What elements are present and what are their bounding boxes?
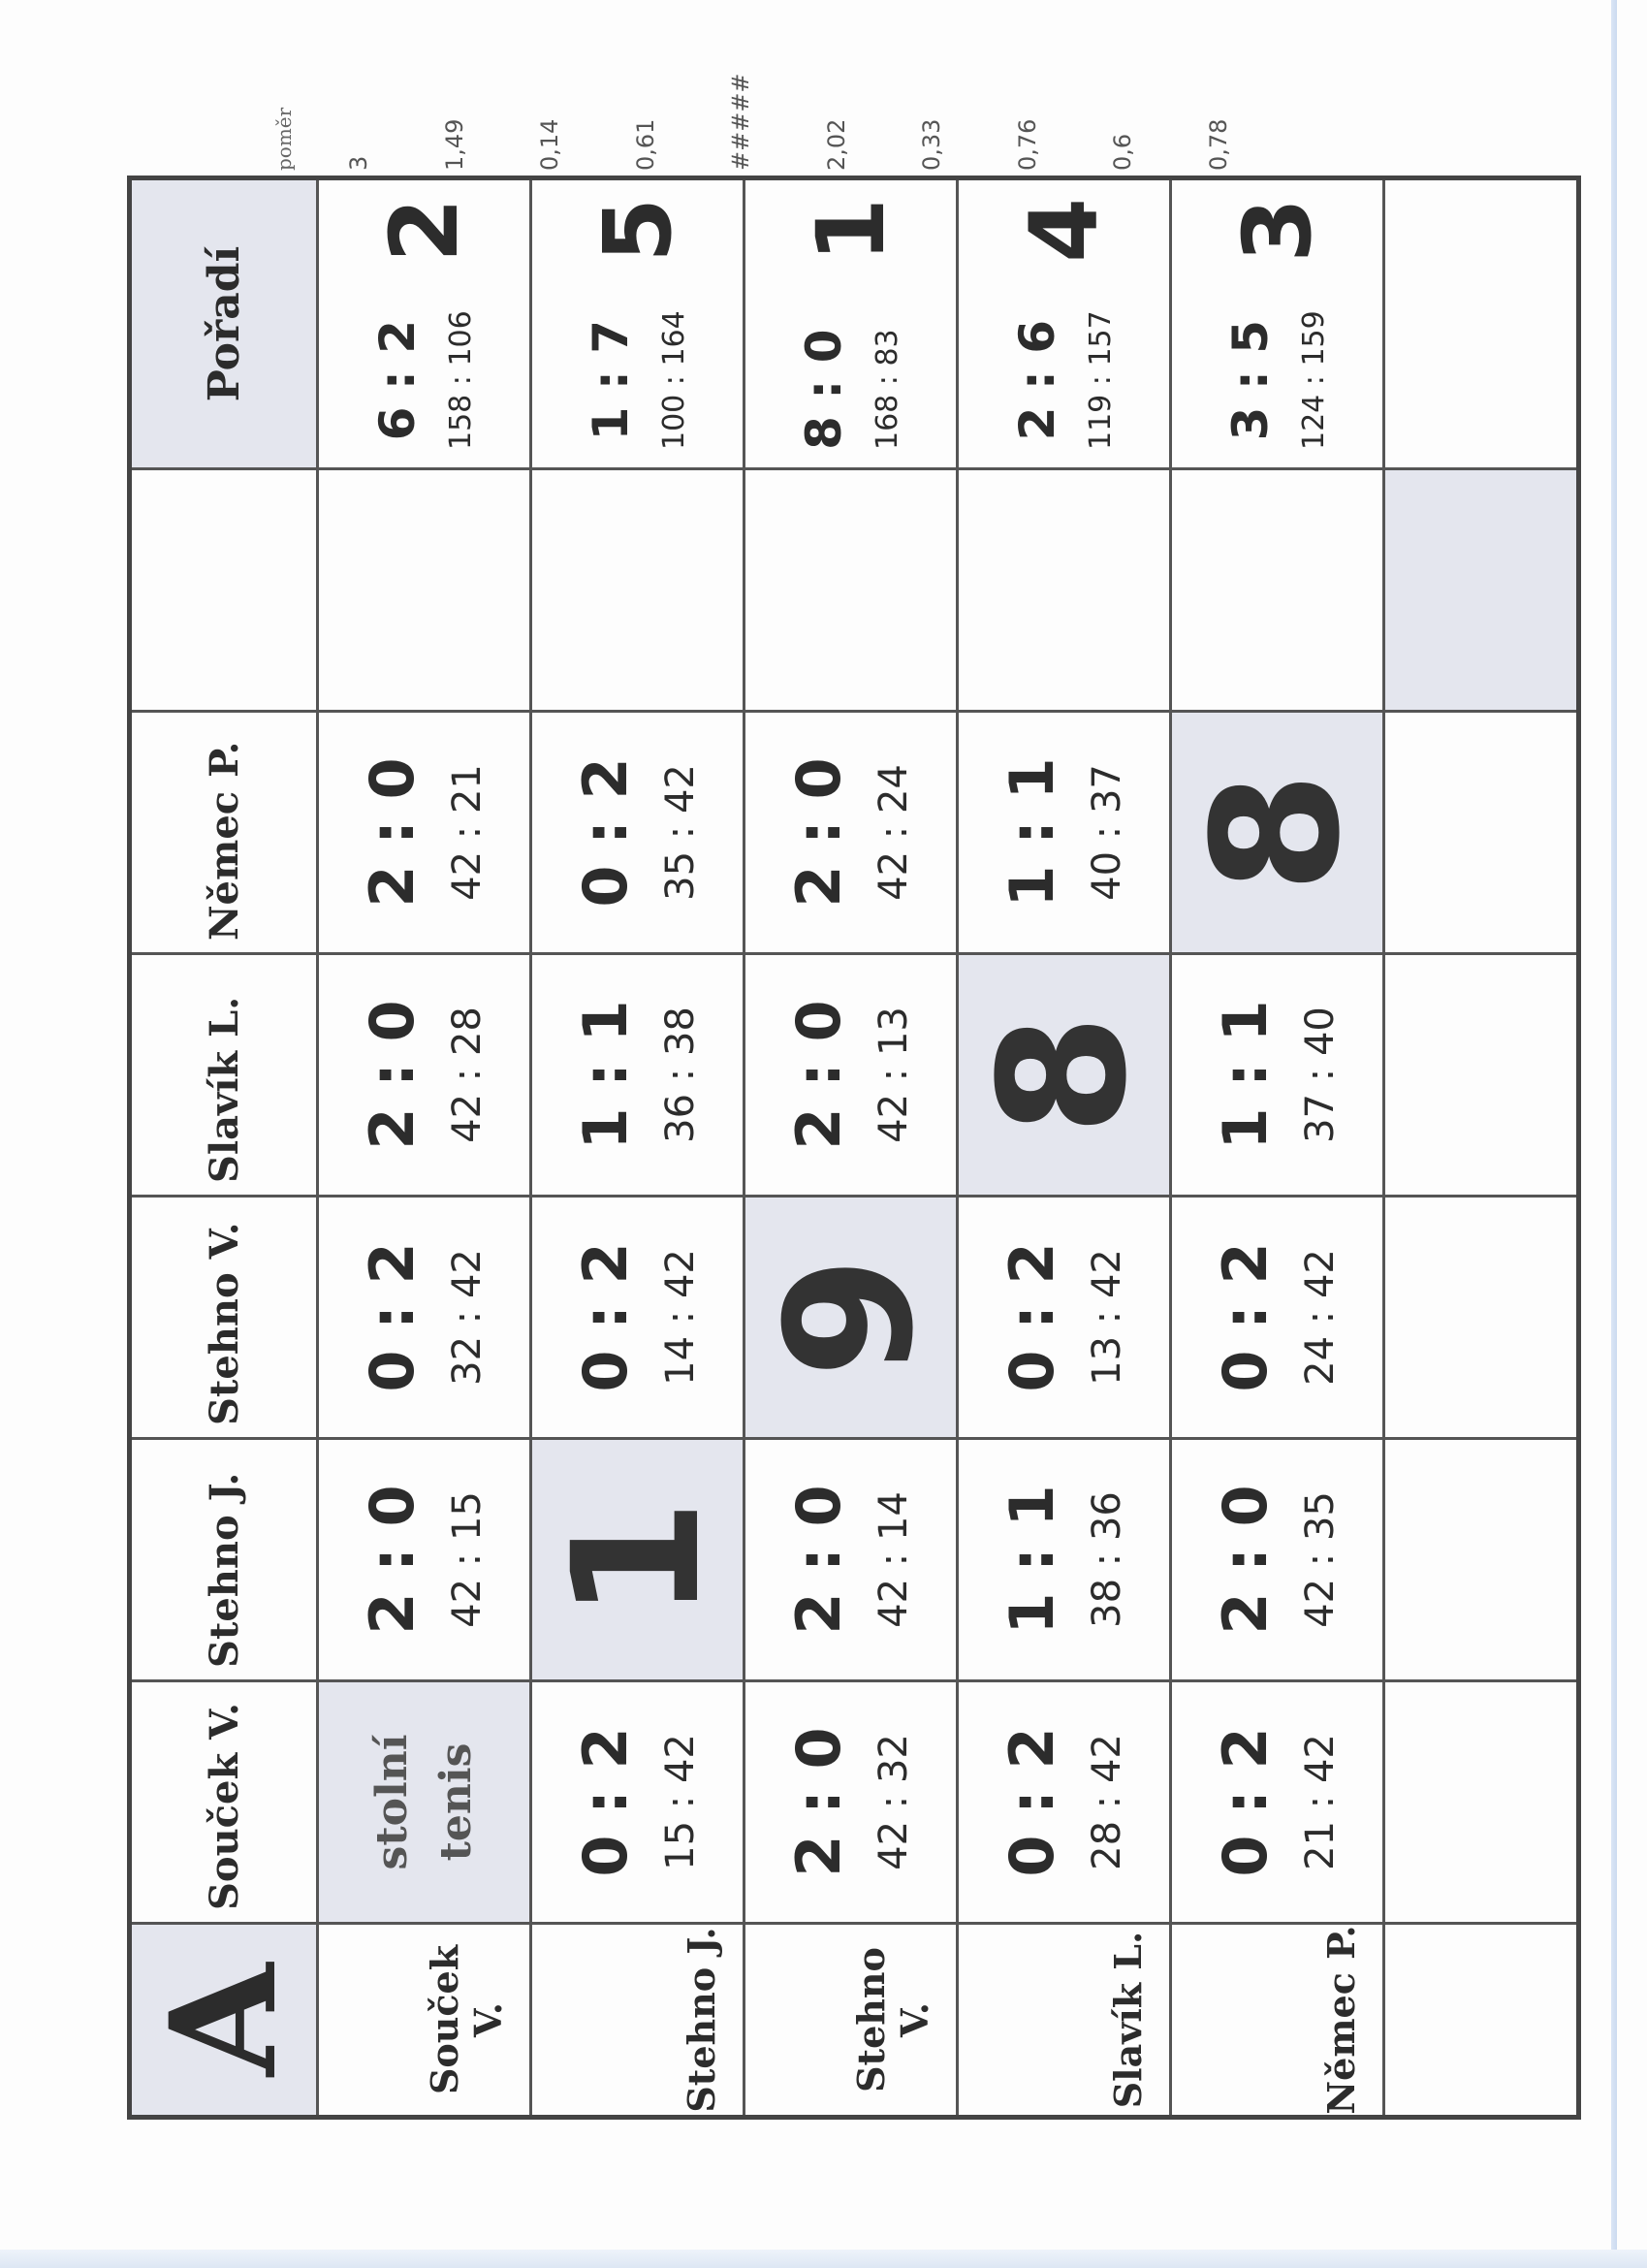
ratio-block (311, 25, 502, 171)
table-row (744, 178, 958, 2118)
match-points: 36 : 38 (657, 1006, 703, 1143)
match-sets: 0 : 2 (1209, 1242, 1281, 1392)
match-cell (958, 712, 1171, 954)
match-sets: 1 : 1 (1209, 1000, 1281, 1150)
diagonal-cell (531, 1439, 744, 1681)
ratio-sets: 0,6 (1109, 133, 1137, 171)
match-cell (958, 1197, 1171, 1439)
diagonal-number: 8 (1175, 771, 1378, 894)
match-cell (1171, 1681, 1384, 1924)
match-points: 38 : 36 (1084, 1491, 1129, 1628)
match-cell (318, 712, 531, 954)
group-letter: A (139, 1963, 309, 2077)
ratio-block (693, 25, 884, 171)
blank-cell (1384, 1439, 1579, 1681)
order-header: Pořadí (130, 178, 318, 469)
match-points: 28 : 42 (1084, 1734, 1129, 1870)
match-sets: 2 : 0 (1209, 1485, 1281, 1635)
ratio-points: 2,02 (822, 118, 850, 171)
logo-line-2: tenis (430, 1742, 481, 1862)
rank-cell (1171, 178, 1384, 469)
diagonal-cell (744, 1197, 958, 1439)
match-cell (744, 1439, 958, 1681)
total-sets: 8 : 0 (795, 329, 852, 450)
empty-cell (531, 469, 744, 712)
final-place: 5 (583, 198, 692, 263)
match-points: 32 : 42 (444, 1249, 490, 1386)
col-header-1: Souček V. (130, 1681, 318, 1924)
ratio-sets: 0,14 (536, 118, 564, 171)
match-sets: 0 : 2 (569, 1242, 641, 1392)
match-cell (531, 1197, 744, 1439)
rank-cell (531, 178, 744, 469)
match-sets: 2 : 0 (782, 1485, 854, 1635)
row-player-name: Němec P. (1171, 1924, 1384, 2118)
match-sets: 2 : 0 (782, 1000, 854, 1150)
match-sets: 0 : 2 (1209, 1727, 1281, 1877)
col-header-2: Stehno J. (130, 1439, 318, 1681)
match-sets: 0 : 2 (356, 1242, 428, 1392)
total-points: 168 : 83 (870, 329, 904, 450)
empty-cell (744, 469, 958, 712)
total-sets: 2 : 6 (1008, 319, 1065, 441)
match-points: 14 : 42 (657, 1249, 703, 1386)
table-row (958, 178, 1171, 2118)
match-points: 42 : 35 (1297, 1491, 1343, 1628)
rank-cell (958, 178, 1171, 469)
match-points: 42 : 13 (871, 1006, 916, 1143)
empty-cell (1171, 469, 1384, 712)
table-row (318, 178, 531, 2118)
match-cell (531, 712, 744, 954)
rank-cell (318, 178, 531, 469)
blank-cell (1384, 1681, 1579, 1924)
total-points: 119 : 157 (1083, 310, 1118, 450)
match-sets: 2 : 0 (782, 1727, 854, 1877)
col-header-5: Němec P. (130, 712, 318, 954)
match-points: 42 : 21 (444, 764, 490, 901)
diagonal-cell (1171, 712, 1384, 954)
blank-row (1384, 178, 1579, 2118)
match-cell (1171, 954, 1384, 1197)
match-points: 42 : 14 (871, 1491, 916, 1628)
col-header-3: Stehno V. (130, 1197, 318, 1439)
logo-line-1: stolní (366, 1734, 417, 1870)
table-row (531, 178, 744, 2118)
match-points: 21 : 42 (1297, 1734, 1343, 1870)
match-cell (958, 1681, 1171, 1924)
match-points: 42 : 28 (444, 1006, 490, 1143)
empty-cell (958, 469, 1171, 712)
match-sets: 0 : 2 (996, 1242, 1067, 1392)
ratio-sets: ##### (727, 73, 755, 171)
row-player-name: Souček V. (318, 1924, 531, 2118)
match-cell (318, 1439, 531, 1681)
match-cell (1171, 1197, 1384, 1439)
match-sets: 2 : 0 (356, 757, 428, 908)
match-sets: 0 : 2 (569, 1727, 641, 1877)
total-sets: 1 : 7 (582, 319, 639, 441)
empty-cell (318, 469, 531, 712)
match-points: 24 : 42 (1297, 1249, 1343, 1386)
match-sets: 2 : 0 (356, 1485, 428, 1635)
match-cell (744, 1681, 958, 1924)
match-points: 40 : 37 (1084, 764, 1129, 901)
match-points: 42 : 24 (871, 764, 916, 901)
logo-cell (318, 1681, 531, 1924)
match-sets: 0 : 2 (996, 1727, 1067, 1877)
score-sheet (127, 73, 1486, 2120)
match-sets: 0 : 2 (569, 757, 641, 908)
total-sets: 3 : 5 (1221, 319, 1279, 441)
final-place: 3 (1222, 198, 1332, 263)
match-sets: 1 : 1 (569, 1000, 641, 1150)
ratio-sets: 0,33 (918, 118, 946, 171)
header-row (130, 178, 318, 2118)
blank-cell (1384, 469, 1579, 712)
match-cell (531, 1681, 744, 1924)
match-points: 37 : 40 (1297, 1006, 1343, 1143)
match-sets: 2 : 0 (782, 757, 854, 908)
page-edge-right (1611, 0, 1617, 2268)
row-player-name: Slavík L. (958, 1924, 1171, 2118)
table-row (1171, 178, 1384, 2118)
match-cell (744, 954, 958, 1197)
match-sets: 1 : 1 (996, 757, 1067, 908)
match-cell (318, 1197, 531, 1439)
ratio-block (1075, 25, 1266, 171)
final-place: 1 (796, 198, 905, 263)
total-points: 158 : 106 (443, 310, 478, 450)
ratio-values (311, 25, 1266, 171)
match-points: 42 : 15 (444, 1491, 490, 1628)
match-cell (744, 712, 958, 954)
final-place: 4 (1009, 198, 1119, 263)
match-cell (958, 1439, 1171, 1681)
final-place: 2 (369, 198, 479, 263)
diagonal-cell (958, 954, 1171, 1197)
match-points: 42 : 32 (871, 1734, 916, 1870)
match-sets: 2 : 0 (356, 1000, 428, 1150)
blank-cell (1384, 954, 1579, 1197)
rank-cell (744, 178, 958, 469)
match-sets: 1 : 1 (996, 1485, 1067, 1635)
match-points: 13 : 42 (1084, 1249, 1129, 1386)
round-robin-table (127, 176, 1581, 2120)
ratio-sets: 3 (345, 155, 373, 171)
row-player-name: Stehno V. (744, 1924, 958, 2118)
col-header-empty (130, 469, 318, 712)
ratio-points: 0,78 (1204, 118, 1232, 171)
match-points: 15 : 42 (657, 1734, 703, 1870)
total-points: 100 : 164 (656, 310, 691, 450)
diagonal-number: 8 (962, 1013, 1165, 1136)
blank-cell (1384, 1197, 1579, 1439)
match-cell (531, 954, 744, 1197)
match-cell (1171, 1439, 1384, 1681)
blank-cell (1384, 178, 1579, 469)
ratio-heading: poměr (272, 107, 296, 171)
total-sets: 6 : 2 (368, 319, 426, 441)
group-cell (130, 1924, 318, 2118)
blank-cell (1384, 1924, 1579, 2118)
ratio-points: 1,49 (440, 118, 468, 171)
match-cell (318, 954, 531, 1197)
total-points: 124 : 159 (1296, 310, 1331, 450)
ratio-points: 0,61 (631, 118, 659, 171)
diagonal-number: 9 (748, 1256, 952, 1379)
col-header-4: Slavík L. (130, 954, 318, 1197)
ratio-block (502, 25, 693, 171)
page-edge-bottom (0, 2250, 1647, 2268)
ratio-points: 0,76 (1013, 118, 1041, 171)
ratio-block (884, 25, 1075, 171)
match-points: 35 : 42 (657, 764, 703, 901)
blank-cell (1384, 712, 1579, 954)
row-player-name: Stehno J. (531, 1924, 744, 2118)
diagonal-number: 1 (535, 1498, 739, 1621)
